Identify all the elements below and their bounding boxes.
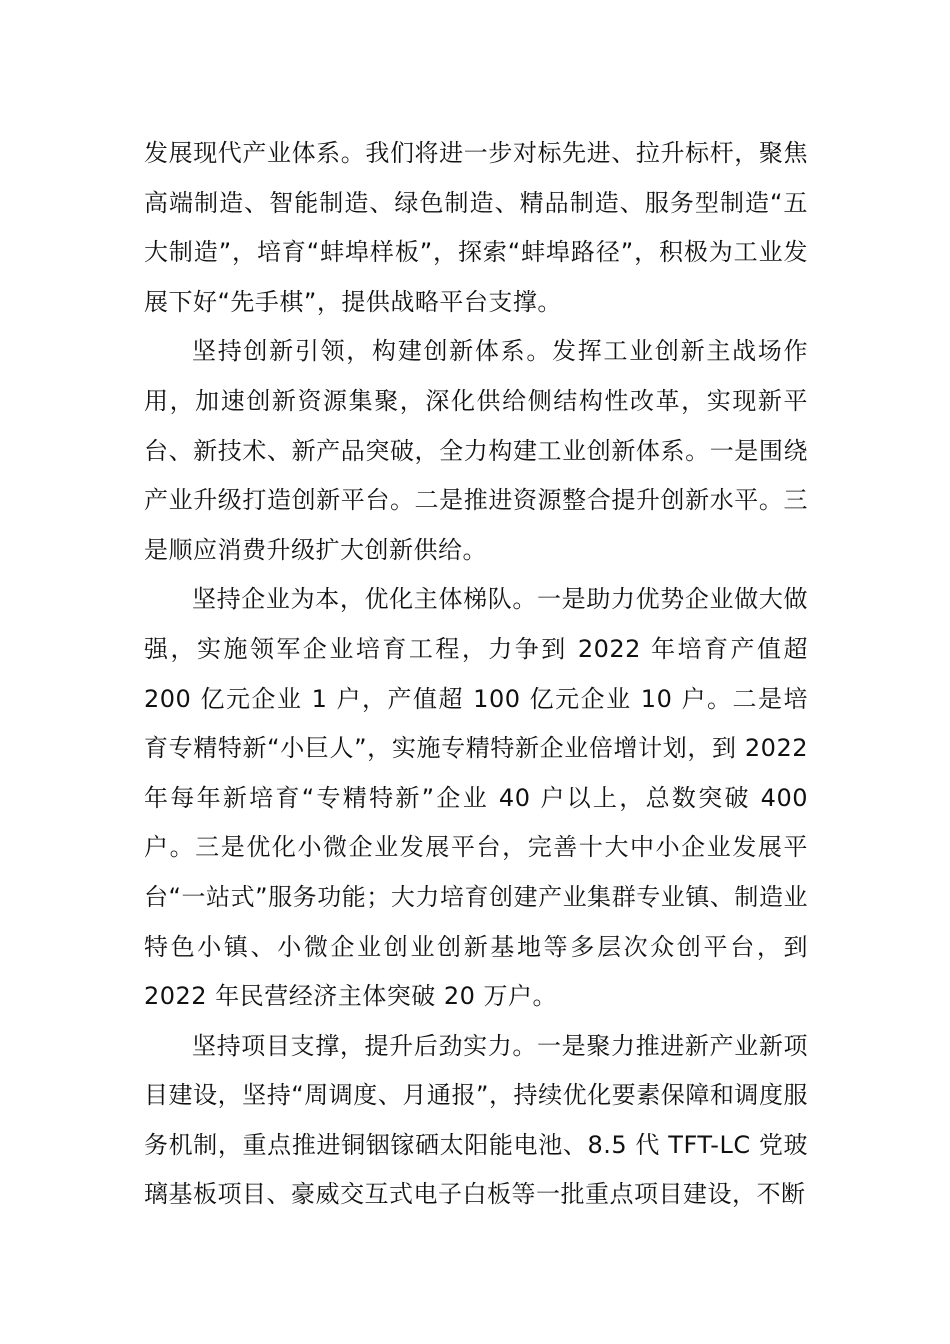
paragraph-3: 坚持企业为本，优化主体梯队。一是助力优势企业做大做强，实施领军企业培育工程，力争到 2022 年培育产值超 200 亿元企业 1 户，产值超 100 亿元企业 10 户。二是培育专精特新“小巨人”，实施专精特新企业倍增计划，到 2022 年每年新培育“专精特新”企业 40 户以上，总数突破 400 户。三是优化小微企业发展平台，完善十大中小企业发展平台“一站式”服务功能；大力培育创建产业集群专业镇、制造业特色小镇、小微企业创业创新基地等多层次众创平台，到 2022 年民营经济主体突破 20 万户。	[144, 585, 808, 1011]
paragraph-2: 坚持创新引领，构建创新体系。发挥工业创新主战场作用，加速创新资源集聚，深化供给侧结构性改革，实现新平台、新技术、新产品突破，全力构建工业创新体系。一是围绕产业升级打造创新平台。二是推进资源整合提升创新水平。三是顺应消费升级扩大创新供给。	[144, 337, 808, 564]
document-page	[144, 129, 808, 1220]
paragraph-1: 发展现代产业体系。我们将进一步对标先进、拉升标杆，聚焦高端制造、智能制造、绿色制造、精品制造、服务型制造“五大制造”，培育“蚌埠样板”，探索“蚌埠路径”，积极为工业发展下好“先手棋”，提供战略平台支撑。	[144, 139, 808, 316]
paragraph-4: 坚持项目支撑，提升后劲实力。一是聚力推进新产业新项目建设，坚持“周调度、月通报”，持续优化要素保障和调度服务机制，重点推进铜铟镓硒太阳能电池、8.5 代 TFT-LC 党玻璃基板项目、豪威交互式电子白板等一批重点项目建设，不断	[144, 1031, 808, 1209]
